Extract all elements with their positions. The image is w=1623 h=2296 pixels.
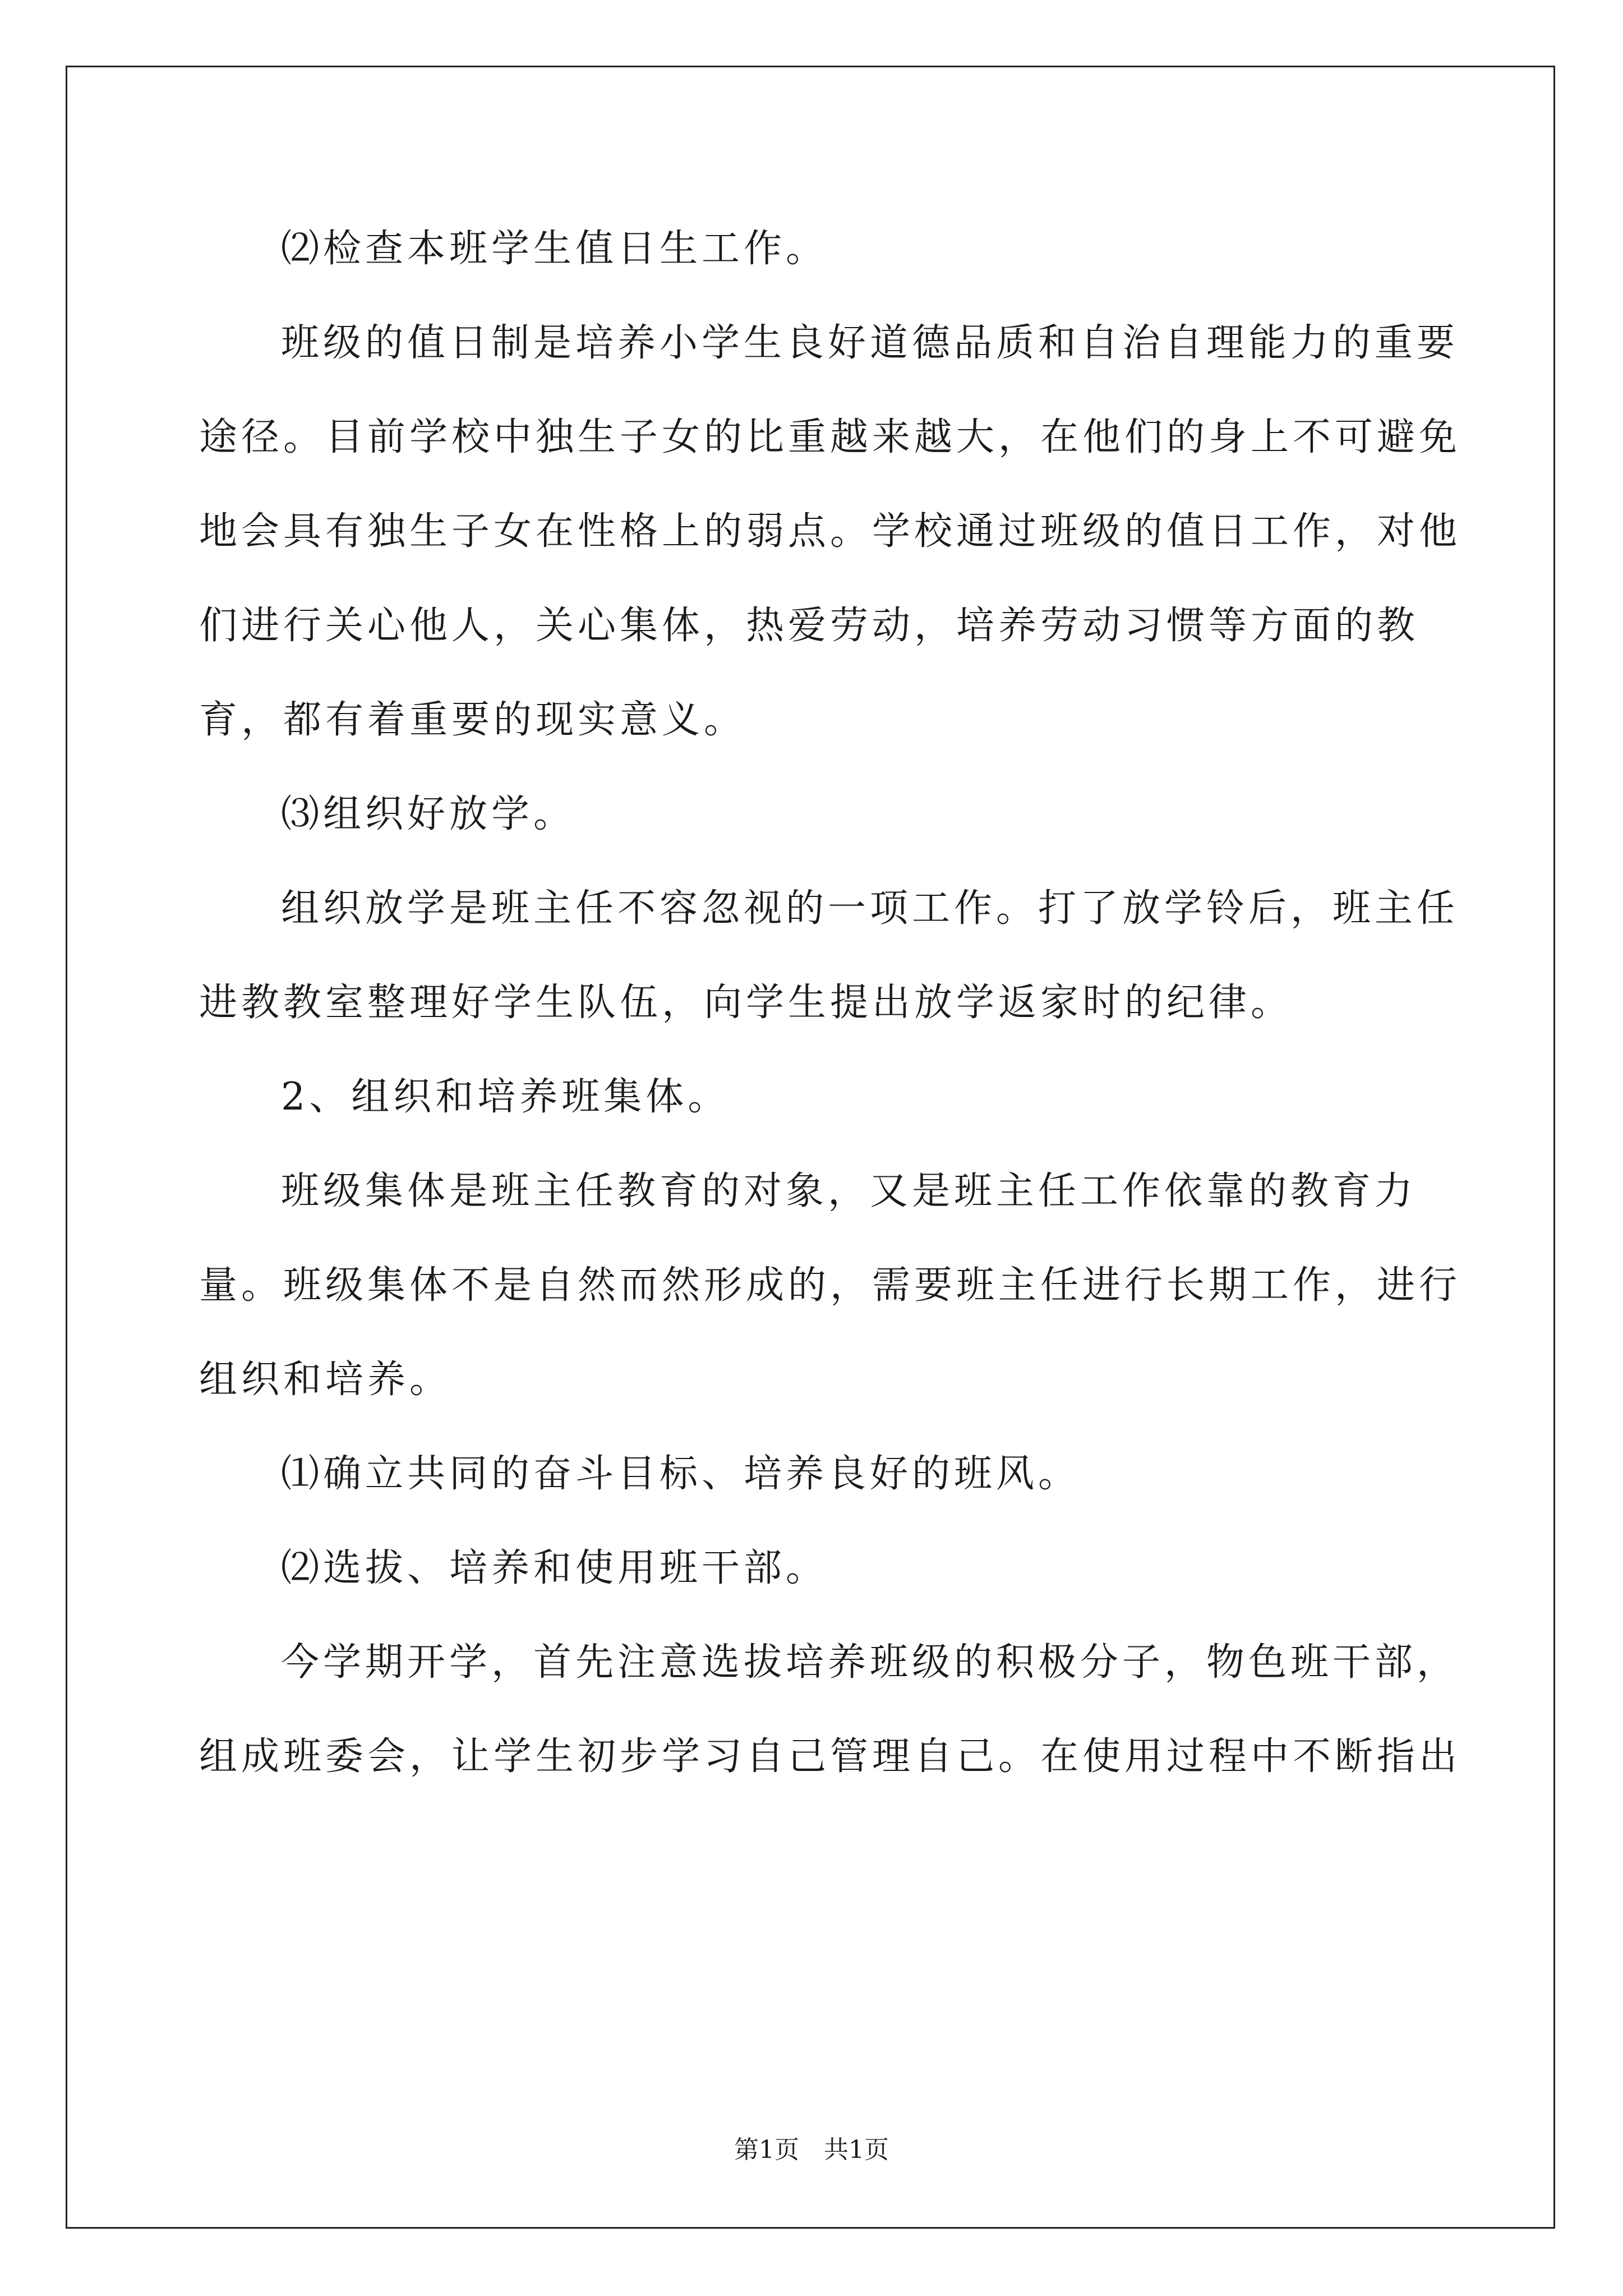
- document-body: [199, 202, 1478, 1804]
- paragraph: ⑴确立共同的奋斗目标、培养良好的班风。: [281, 1452, 1081, 1496]
- paragraph: ⑵选拔、培养和使用班干部。: [281, 1546, 828, 1590]
- paragraph: 班级的值日制是培养小学生良好道德品质和自治自理能力的重要途径。目前学校中独生子女的比重越来越大，在他们的身上不可避免地会具有独生子女在性格上的弱点。学校通过班级的值日工作，对他们进行关心他人，关心集体，热爱劳动，培养劳动习惯等方面的教育，都有着重要的现实意义。: [199, 321, 1461, 742]
- paragraph: 组织放学是班主任不容忽视的一项工作。打了放学铃后，班主任进教教室整理好学生队伍，向学生提出放学返家时的纪律。: [199, 886, 1459, 1025]
- paragraph: 2、组织和培养班集体。: [281, 1075, 730, 1119]
- page-number-footer: 第1页 共1页: [734, 2136, 889, 2164]
- paragraph: 班级集体是班主任教育的对象，又是班主任工作依靠的教育力量。班级集体不是自然而然形成的，需要班主任进行长期工作，进行组织和培养。: [199, 1169, 1461, 1402]
- paragraph: ⑶组织好放学。: [281, 792, 576, 836]
- paragraph: 今学期开学，首先注意选拔培养班级的积极分子，物色班干部，组成班委会，让学生初步学习自己管理自己。在使用过程中不断指出: [199, 1640, 1461, 1779]
- paragraph: ⑵检查本班学生值日生工作。: [281, 227, 828, 271]
